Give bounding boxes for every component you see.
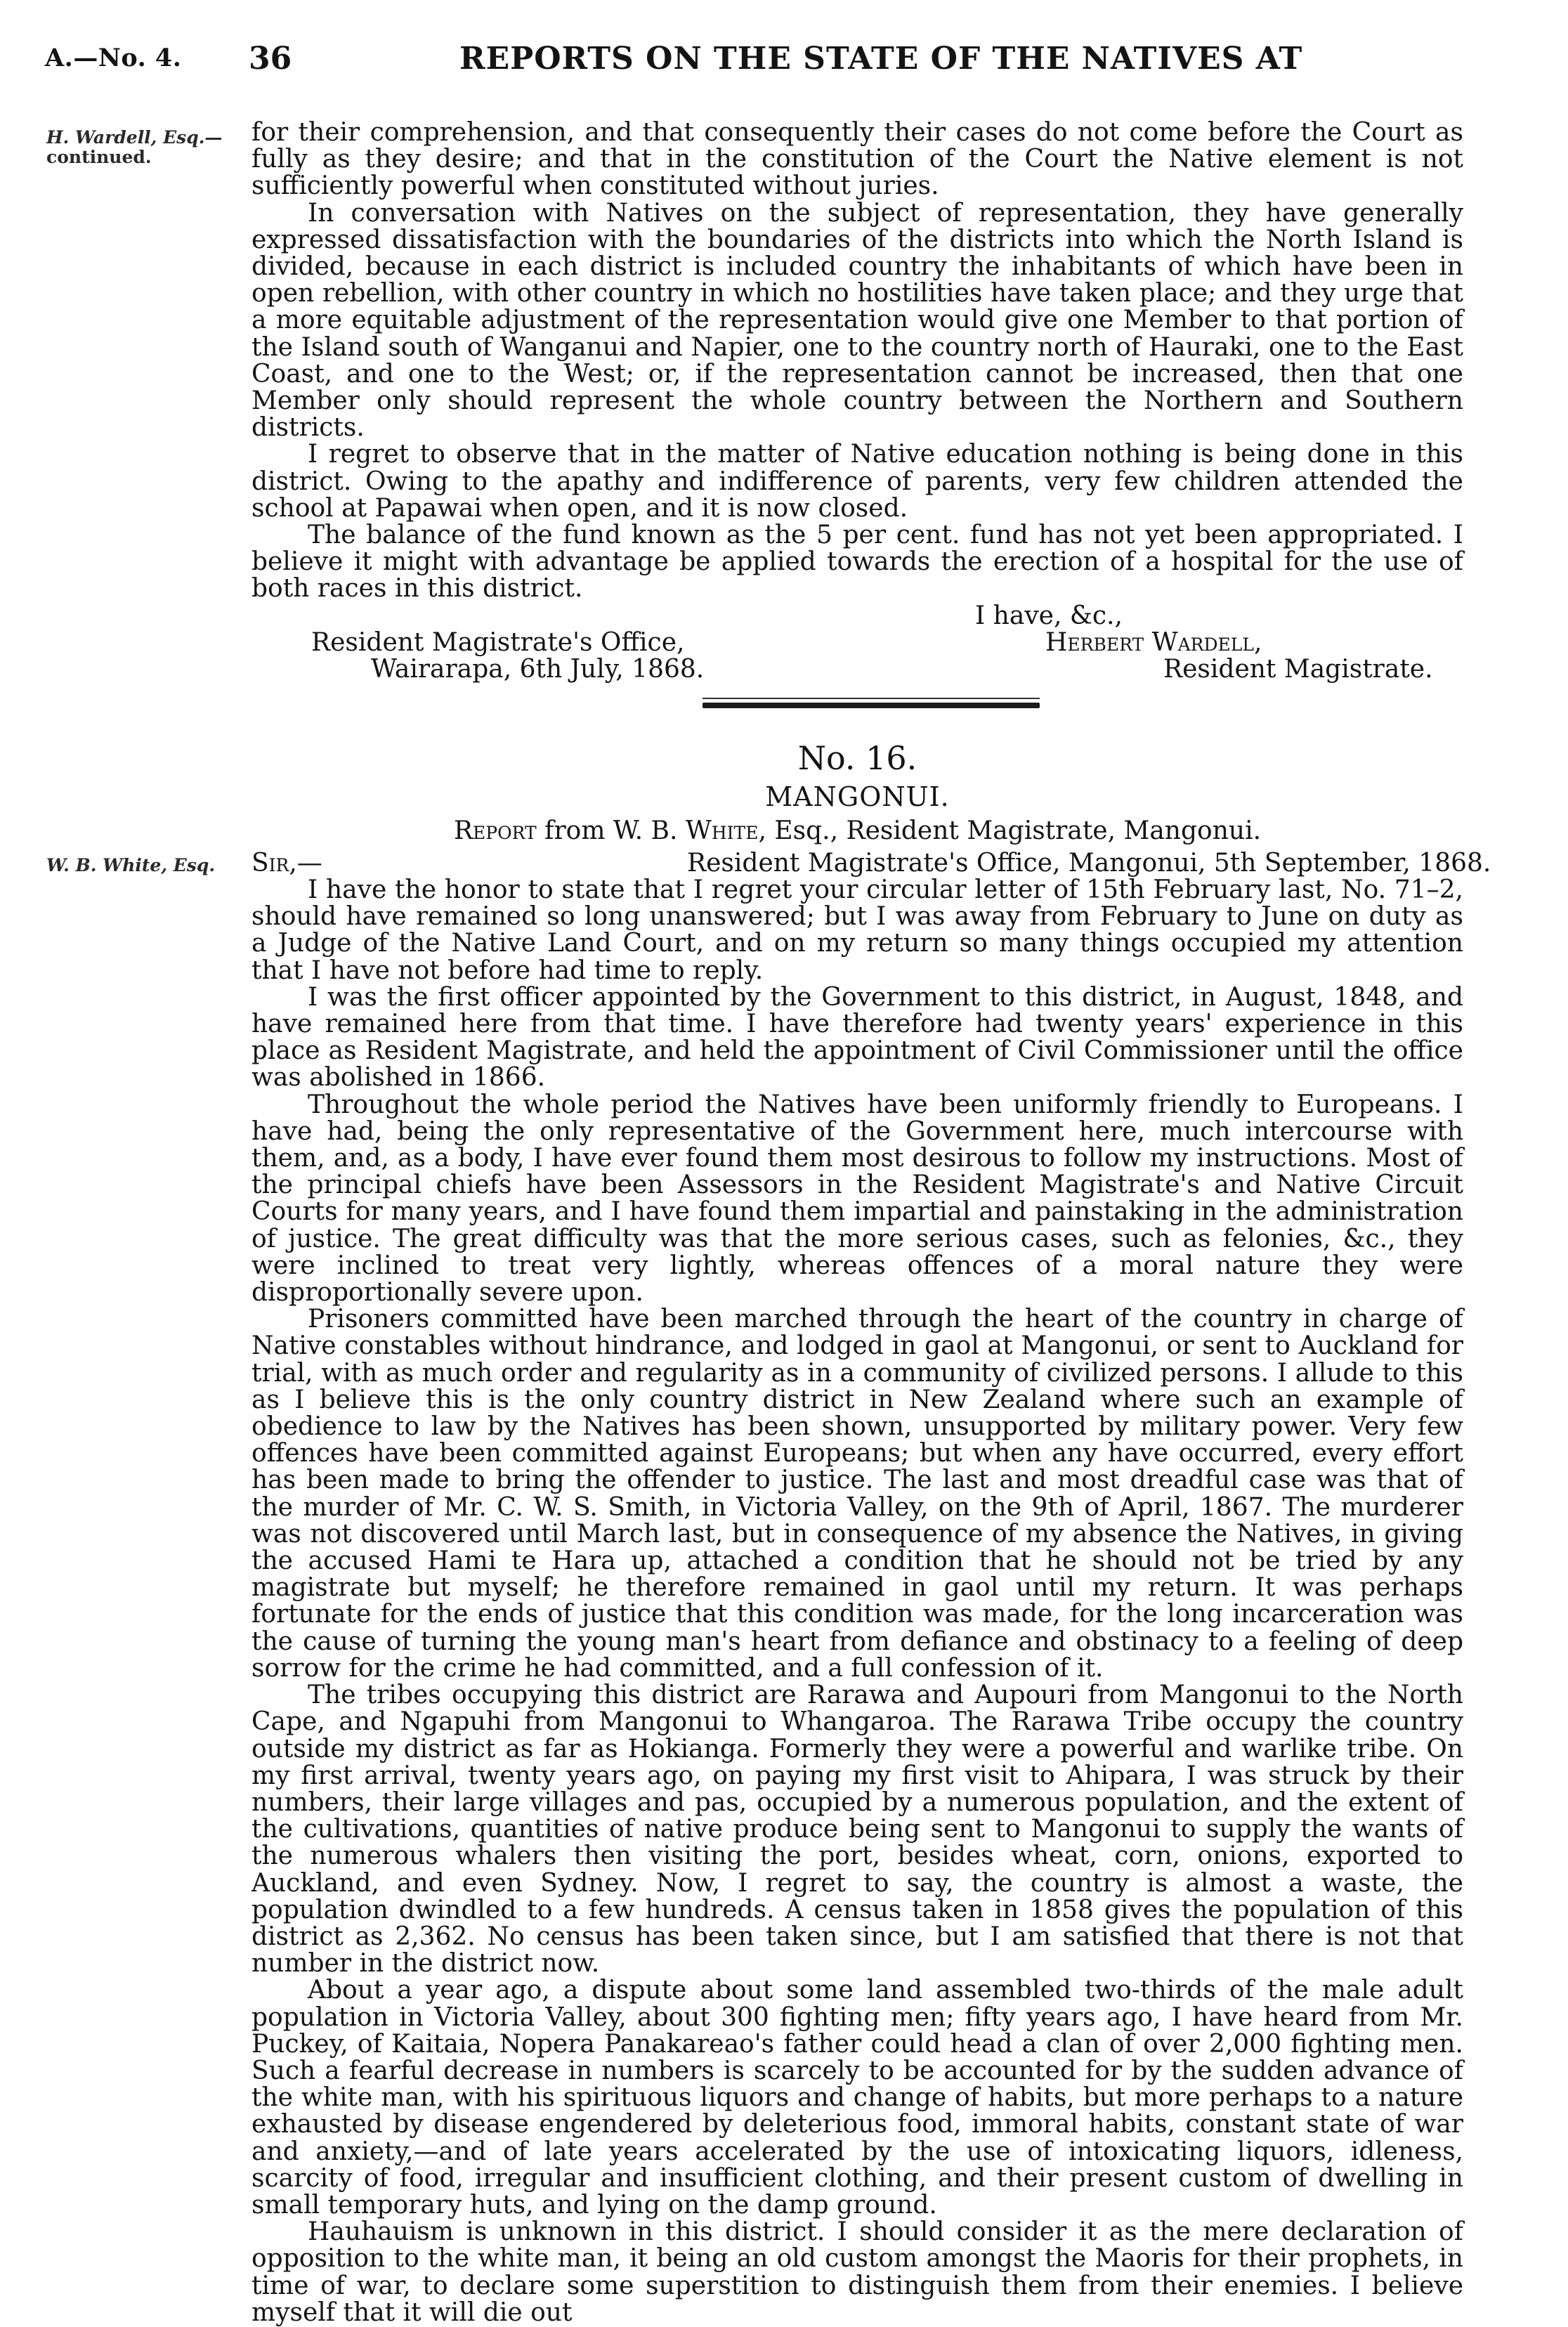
series-number: A.—No. 4. xyxy=(45,44,182,72)
paragraph: About a year ago, a dispute about some land assembled two-thirds of the male adult population in Victoria Valley, about 300 fighting men; fifty years ago, I have heard from Mr. Puckey, of Kaitaia, Nopera Panakareao's father could head a clan of over 2,000 fighting men. Such a fearful decrease in numbers is scarcely to be accounted for by the sudden advance of the white man, with his spirituous liquors and change of habits, but more perhaps to a nature exhausted by disease engendered by deleterious food, immoral habits, constant state of war and anxiety,—and of late years accelerated by the use of intoxicating liquors, idleness, scarcity of food, irregular and insufficient clothing, and their present custom of dwelling in small temporary huts, and lying on the damp ground. xyxy=(251,1976,1463,2220)
office-address-line2: Wairarapa, 6th July, 1868. xyxy=(371,654,705,684)
paragraph: In conversation with Natives on the subject of representation, they have generally expressed dissatisfaction with the boundaries of the districts into which the North Island is divided, because in each district is included country the inhabitants of which have been in open rebellion, with other country in which no hostilities have taken place; and they urge that a more equitable adjustment of the representation would give one Member to that portion of the Island south of Wanganui and Napier, one to the country north of Hauraki, one to the East Coast, and one to the West; or, if the representation cannot be increased, then that one Member only should represent the whole country between the Northern and Southern districts. xyxy=(251,198,1463,443)
signature-name: Herbert Wardell, xyxy=(1045,627,1262,657)
signature-title: Resident Magistrate. xyxy=(1163,654,1433,684)
report-number: No. 16. xyxy=(797,739,917,777)
signature-row xyxy=(251,656,1463,683)
report-prefix: Report xyxy=(453,816,537,845)
section-white-body xyxy=(251,877,1463,2326)
section-wardell-body xyxy=(251,119,1463,683)
salutation: Sir,— xyxy=(251,849,322,878)
page-title: REPORTS ON THE STATE OF THE NATIVES AT xyxy=(459,41,1303,77)
page-header xyxy=(45,38,1457,94)
paragraph: I have the honor to state that I regret your circular letter of 15th February last, No. 71–2, should have remained so long unanswered; but I was away from February to June on duty as a Judge of the Native Land Court, and on my return so many things occupied my attention that I have not before had time to reply. xyxy=(251,875,1463,985)
paragraph: Prisoners committed have been marched through the heart of the country in charge of Native constables without hindrance, and lodged in gaol at Mangonui, or sent to Auckland for trial, with as much order and regularity as in a community of civilized persons. I allude to this as I believe this is the only country district in New Zealand where such an example of obedience to law by the Natives has been shown, unsupported by military power. Very few offences have been committed against Europeans; but when any have occurred, every effort has been made to bring the offender to justice. The last and most dreadful case was that of the murder of Mr. C. W. S. Smith, in Victoria Valley, on the 9th of April, 1867. The murderer was not discovered until March last, but in consequence of my absence the Natives, in giving the accused Hami te Hara up, attached a condition that he should not be tried by any magistrate but myself; he therefore remained in gaol until my return. It was perhaps fortunate for the ends of justice that this condition was made, for the long incarceration was the cause of turning the young man's heart from defiance and obstinacy to a feeling of deep sorrow for the crime he had committed, and a full confession of it. xyxy=(251,1305,1463,1683)
report-author: White xyxy=(685,816,759,845)
dateline: Resident Magistrate's Office, Mangonui, 5th September, 1868. xyxy=(687,849,1491,878)
paragraph: Throughout the whole period the Natives have been uniformly friendly to Europeans. I have had, being the only representative of the Government here, much intercourse with them, and, as a body, I have ever found them most desirous to follow my instructions. Most of the principal chiefs have been Assessors in the Resident Magistrate's and Native Circuit Courts for many years, and I have found them impartial and painstaking in the administration of justice. The great difficulty was that the more serious cases, such as felonies, &c., they were inclined to treat very lightly, whereas offences of a moral nature they were disproportionally severe upon. xyxy=(251,1090,1463,1308)
margin-note-continued: continued. xyxy=(46,147,152,167)
paragraph: I regret to observe that in the matter of Native education nothing is being done in this district. Owing to the apathy and indifference of parents, very few children attended the school at Papawai when open, and it is now closed. xyxy=(251,440,1463,523)
margin-note-name: W. B. White, Esq. xyxy=(46,855,216,875)
section-divider xyxy=(703,703,1040,708)
paragraph: Hauhauism is unknown in this district. I should consider it as the mere declaration of opposition to the white man, it being an old custom amongst the Maoris for their prophets, in time of war, to declare some superstition to distinguish them from their enemies. I believe myself that it will die out xyxy=(251,2217,1463,2327)
office-address-line1: Resident Magistrate's Office, xyxy=(311,627,685,657)
paragraph: The tribes occupying this district are Rarawa and Aupouri from Mangonui to the North Cape, and Ngapuhi from Mangonui to Whangaroa. The Rarawa Tribe occupy the country outside my district as far as Hokianga. Formerly they were a powerful and warlike tribe. On my first arrival, twenty years ago, on paying my first visit to Ahipara, I was struck by their numbers, their large villages and pas, occupied by a numerous population, and the extent of the cultivations, quantities of native produce being sent to Mangonui to supply the wants of the numerous whalers then visiting the port, besides wheat, corn, onions, exported to Auckland, and even Sydney. Now, I regret to say, the country is almost a waste, the population dwindled to a few hundreds. A census taken in 1858 gives the population of this district as 2,362. No census has been taken since, but I am satisfied that there is not that number in the district now. xyxy=(251,1681,1463,1979)
salutation-row xyxy=(251,849,1491,878)
closing: I have, &c., xyxy=(975,601,1123,630)
signature-row xyxy=(251,627,1463,657)
margin-note-wardell xyxy=(46,128,222,167)
report-heading xyxy=(251,816,1463,845)
paragraph: The balance of the fund known as the 5 per cent. fund has not yet been appropriated. I believe it might with advantage be applied towards the erection of a hospital for the use of both races in this district. xyxy=(251,521,1463,604)
margin-note-name: H. Wardell, Esq.— xyxy=(46,127,223,148)
report-from: from W. B. xyxy=(536,816,686,845)
margin-note-white xyxy=(46,856,215,875)
section-divider-thin xyxy=(703,698,1040,699)
closing-row xyxy=(251,603,1463,630)
report-place: MANGONUI. xyxy=(765,781,950,812)
report-suffix: , Esq., Resident Magistrate, Mangonui. xyxy=(758,816,1262,845)
paragraph: for their comprehension, and that consequently their cases do not come before the Court as fully as they desire; and that in the constitution of the Court the Native element is not sufficiently powerful when constituted without juries. xyxy=(251,118,1463,201)
page-number: 36 xyxy=(249,41,292,77)
paragraph: I was the first officer appointed by the Government to this district, in August, 1848, and have remained here from that time. I have therefore had twenty years' experience in this place as Resident Magistrate, and held the appointment of Civil Commissioner until the office was abolished in 1866. xyxy=(251,982,1463,1093)
